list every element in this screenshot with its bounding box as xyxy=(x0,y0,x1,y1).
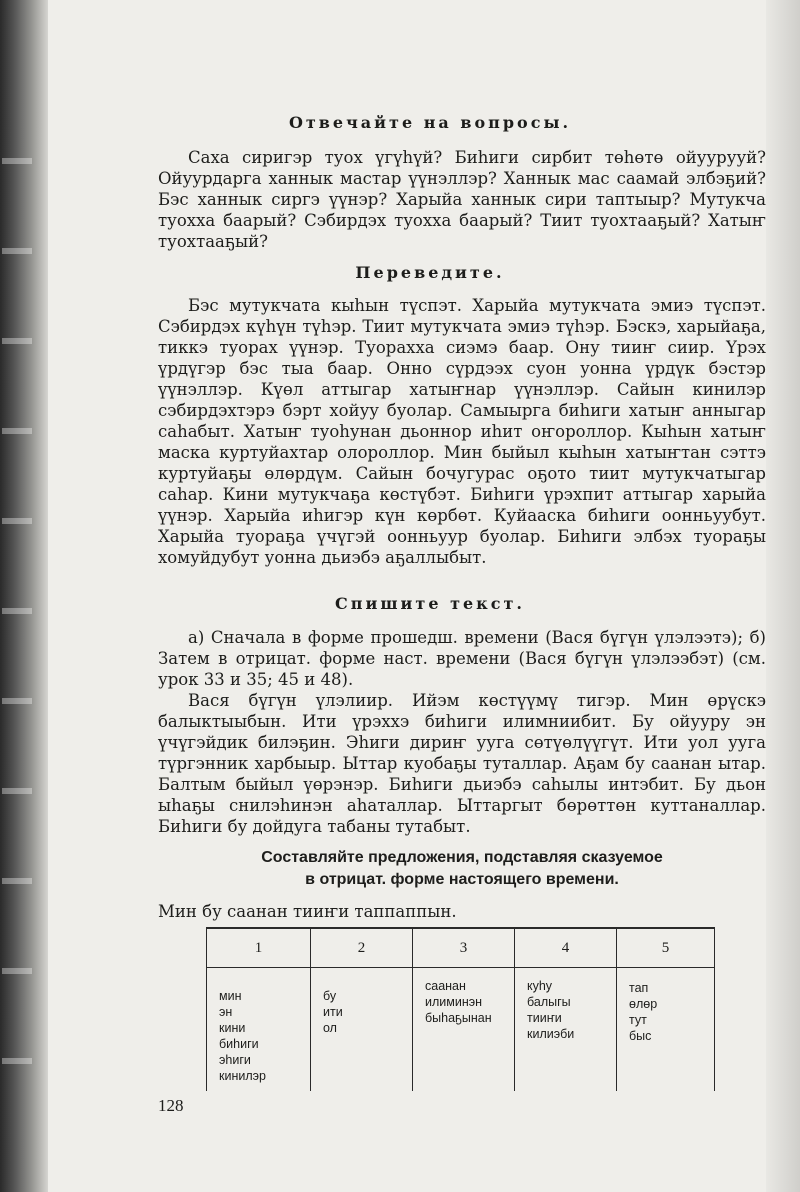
table-word: тап xyxy=(629,981,649,995)
compose-heading xyxy=(158,847,766,891)
book-spine xyxy=(0,0,48,1192)
heading-copy: Спишите текст. xyxy=(335,594,525,613)
table-word: куһу xyxy=(527,979,553,993)
translate-text: Бэс мутукчата кыһын түспэт. Харыйа мутукчата эмиэ түспэт. Сэбирдэх күһүн түһэр. Тиит мутукчата эмиэ түһэр. Бэскэ, харыйаҕа, тиккэ туорах үүнэр. Туорахха сиэмэ баар. Ону тииҥ сиир. Үрэх үрдүгэр бэс тыа баар. Онно сүрдээх суон уонна үрдүк бэстэр үүнэллэр. Күөл аттыгар хатыҥнар үүнэллэр. Сайын кинилэр сэбирдэхтэрэ бэрт хойуу буолар. Самыырга биһиги хатыҥ анныгар саһабыт. Хатыҥ туоһунан дьоннор иһит оҥороллор. Кыһын хатыҥ маска куртуйахтар олороллор. Мин быйыл кыһын хатыҥтан сэттэ куртуйаҕы өлөрдүм. Сайын бочугурас оҕото тиит мутукчатыгар саһар. Кини мутукчаҕа көстүбэт. Биһиги үрэхпит аттыгар харыйа үүнэр. Харыйа иһигэр күн көрбөт. Куйааска биһиги оонньуубут. Харыйа туораҕа үчүгэй оонньуур буолар. Биһиги элбэх туораҕы хомуйдубут уонна дьиэбэ аҕаллыбыт. xyxy=(158,296,766,567)
table-word: эһиги xyxy=(219,1053,251,1067)
word-table xyxy=(206,927,715,1091)
table-word: кини xyxy=(219,1021,246,1035)
table-word: илиминэн xyxy=(425,995,483,1009)
table-word: быс xyxy=(629,1029,652,1043)
table-header-cell: 5 xyxy=(617,928,715,968)
answer-questions-text: Саха сиригэр туох үгүһүй? Биһиги сирбит төһөтө ойуурууй? Ойуурдарга ханнык мастар үүнэллэр? Ханнык мас саамай элбэҕий? Бэс ханнык сиргэ үүнэр? Харыйа ханнык сири таптыыр? Мутукча туохха баарый? Сэбирдэх туохха баарый? Тиит туохтааҕый? Хатыҥ туохтааҕый? xyxy=(158,148,766,251)
table-cell-col-1 xyxy=(207,968,311,1092)
table-word: кинилэр xyxy=(219,1069,266,1083)
table-cell-col-5 xyxy=(617,968,715,1092)
copy-text: Вася бүгүн үлэлиир. Ийэм көстүүмү тигэр. Мин өрүскэ балыктыыбын. Ити үрэххэ биһиги илимниибит. Бу ойууру эн үчүгэйдик билэҕин. Эһиги дириҥ ууга сөтүөлүүгүт. Ити уол ууга түргэнник харбыыр. Ыттар куобаҕы туталлар. Аҕам бу саанан ытар. Балтым быйыл үөрэнэр. Биһиги дьиэбэ саһылы интэбит. Бу дьон ыһаҕы снилэһинэн аһаталлар. Ыттаргыт бөрөттөн куттаналлар. Биһиги бу дойдуга табаны тутабыт. xyxy=(158,691,766,836)
compose-example: Мин бу саанан тииҥи таппаппын. xyxy=(158,902,457,921)
table-word: бу xyxy=(323,989,337,1003)
table-word: ол xyxy=(323,1021,337,1035)
table-word: балыгы xyxy=(527,995,571,1009)
compose-heading-line-2: в отрицат. форме настоящего времени. xyxy=(305,871,619,888)
table-word: ити xyxy=(323,1005,343,1019)
compose-heading-line-1: Составляйте предложения, подставляя сказуемое xyxy=(261,849,663,866)
table-cell-col-2 xyxy=(311,968,413,1092)
table-word: тут xyxy=(629,1013,647,1027)
table-header-row xyxy=(207,928,715,968)
heading-answer: Отвечайте на вопросы. xyxy=(288,113,572,132)
table-word: килиэби xyxy=(527,1027,575,1041)
table-word: өлөр xyxy=(629,997,658,1011)
table-word: мин xyxy=(219,989,242,1003)
table-cell-col-4 xyxy=(515,968,617,1092)
table-word: быһаҕынан xyxy=(425,1011,492,1025)
page-edge-shadow xyxy=(766,0,800,1192)
table-word: биһиги xyxy=(219,1037,259,1051)
table-header-cell: 4 xyxy=(515,928,617,968)
table-word: саанан xyxy=(425,979,466,993)
page-number: 128 xyxy=(158,1096,184,1115)
table-header-cell: 2 xyxy=(311,928,413,968)
table-word: эн xyxy=(219,1005,233,1019)
copy-instructions: а) Сначала в форме прошедш. времени (Вася бүгүн үлэлээтэ); б) Затем в отрицат. форме наст. времени (Вася бүгүн үлэлээбэт) (см. урок 33 и 35; 45 и 48). xyxy=(158,628,766,689)
table-header-cell: 1 xyxy=(207,928,311,968)
spine-texture xyxy=(2,120,32,1120)
table-body-row xyxy=(207,968,715,1092)
table-word: тииҥи xyxy=(527,1011,562,1025)
table-header-cell: 3 xyxy=(413,928,515,968)
heading-translate: Переведите. xyxy=(355,263,505,282)
table-cell-col-3 xyxy=(413,968,515,1092)
